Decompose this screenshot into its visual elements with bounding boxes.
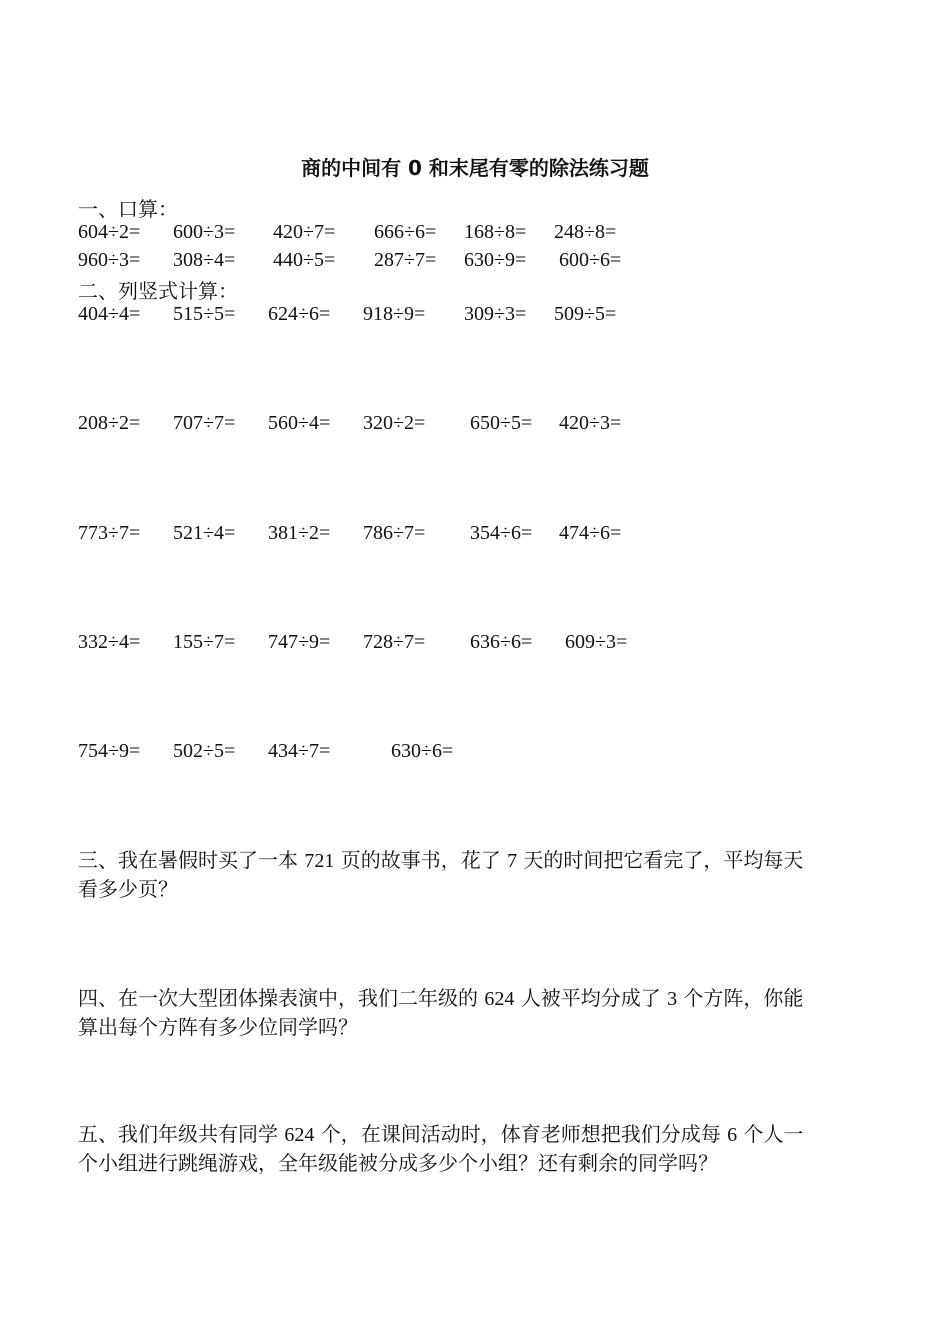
vertical-problem: 786÷7= [363,522,426,544]
oral-problem: 440÷5= [273,249,336,271]
vertical-problem: 309÷3= [464,303,527,325]
oral-problem: 960÷3= [78,249,141,271]
word-problem-line [78,846,878,875]
page-title: 商的中间有 0 和末尾有零的除法练习题 [301,156,649,180]
vertical-problem: 728÷7= [363,631,426,653]
section-heading-oral: 一、口算： [78,197,178,221]
word-problem-5 [78,1120,878,1177]
oral-problem: 168÷8= [464,221,527,243]
vertical-problem: 624÷6= [268,303,331,325]
problem-number: 6 [727,1124,738,1146]
problem-text: 四、在一次大型团体操表演中，我们二年级的 [78,986,485,1010]
vertical-problem: 420÷3= [559,412,622,434]
problem-number: 624 [484,988,515,1010]
vertical-problem: 560÷4= [268,412,331,434]
word-problem-4 [78,984,878,1041]
problem-text: 个方阵，你能 [677,986,804,1010]
oral-problem: 420÷7= [273,221,336,243]
vertical-problem: 155÷7= [173,631,236,653]
problem-text: 人被平均分成了 [514,986,668,1010]
oral-problem: 308÷4= [173,249,236,271]
vertical-problem: 609÷3= [565,631,628,653]
vertical-problem: 474÷6= [559,522,622,544]
word-problem-line: 个小组进行跳绳游戏，全年级能被分成多少个小组？还有剩余的同学吗？ [78,1151,718,1175]
problem-text: 天的时间把它看完了，平均每天 [517,848,804,872]
problem-number: 7 [507,850,518,872]
vertical-problem: 521÷4= [173,522,236,544]
word-problem-3 [78,846,878,903]
vertical-problem: 509÷5= [554,303,617,325]
vertical-problem: 773÷7= [78,522,141,544]
problem-text: 五、我们年级共有同学 [78,1122,285,1146]
vertical-problem: 630÷6= [391,740,454,762]
vertical-problem: 320÷2= [363,412,426,434]
oral-problem: 630÷9= [464,249,527,271]
oral-problem: 604÷2= [78,221,141,243]
problem-text: 三、我在暑假时买了一本 [78,848,305,872]
vertical-problem: 707÷7= [173,412,236,434]
word-problem-line: 看多少页？ [78,877,178,901]
vertical-problem: 434÷7= [268,740,331,762]
oral-problem: 248÷8= [554,221,617,243]
vertical-problem: 754÷9= [78,740,141,762]
oral-problem: 287÷7= [374,249,437,271]
oral-problem: 600÷3= [173,221,236,243]
vertical-problem: 404÷4= [78,303,141,325]
problem-number: 624 [284,1124,315,1146]
word-problem-line: 算出每个方阵有多少位同学吗？ [78,1015,358,1039]
word-problem-line [78,1120,878,1149]
problem-text: 页的故事书，花了 [334,848,508,872]
vertical-problem: 747÷9= [268,631,331,653]
problem-number: 3 [667,988,678,1010]
vertical-problem: 918÷9= [363,303,426,325]
vertical-problem: 381÷2= [268,522,331,544]
problem-number: 721 [304,850,335,872]
vertical-problem: 636÷6= [470,631,533,653]
problem-text: 个人一 [737,1122,804,1146]
vertical-problem: 650÷5= [470,412,533,434]
section-heading-vertical: 二、列竖式计算： [78,279,238,303]
problem-text: 个，在课间活动时，体育老师想把我们分成每 [314,1122,728,1146]
vertical-problem: 354÷6= [470,522,533,544]
vertical-problem: 332÷4= [78,631,141,653]
word-problem-line [78,984,878,1013]
oral-problem: 600÷6= [559,249,622,271]
vertical-problem: 502÷5= [173,740,236,762]
vertical-problem: 208÷2= [78,412,141,434]
vertical-problem: 515÷5= [173,303,236,325]
oral-problem: 666÷6= [374,221,437,243]
